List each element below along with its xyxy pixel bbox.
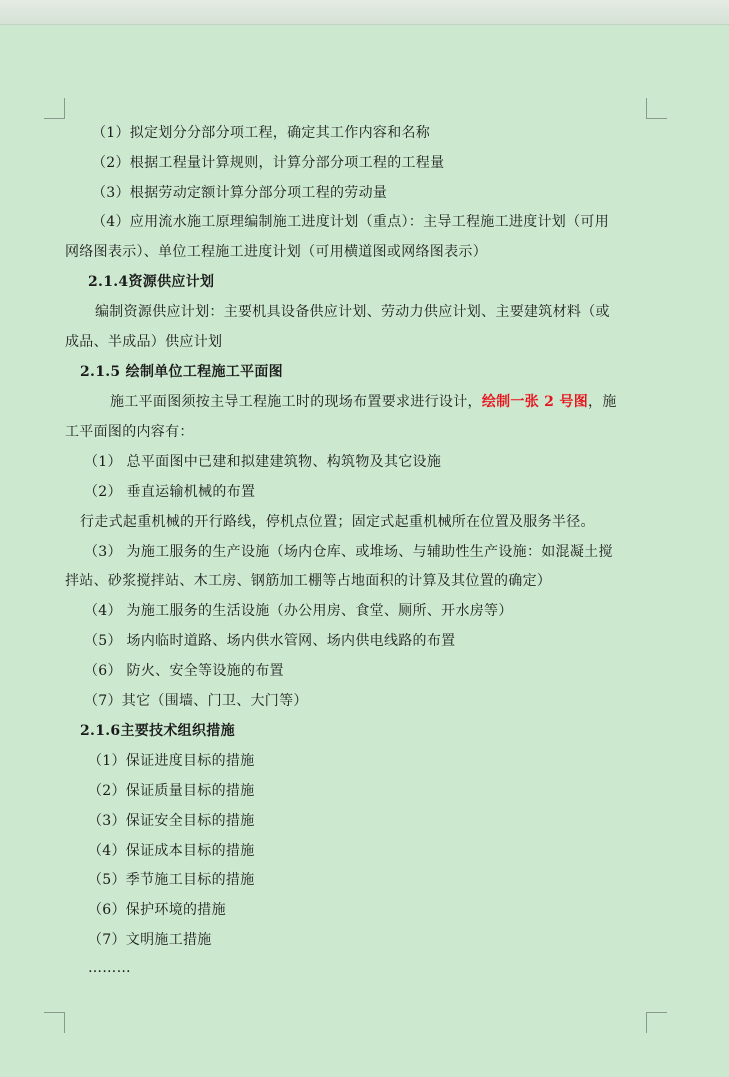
paragraph-text: ，施 (588, 394, 617, 410)
section-heading: 2.1.4资源供应计划 (88, 274, 215, 290)
list-item: （3） 为施工服务的生产设施（场内仓库、或堆场、与辅助性生产设施：如混凝土搅 (84, 544, 613, 560)
toolbar-strip (0, 0, 729, 25)
paragraph-line: 工平面图的内容有： (65, 424, 194, 440)
list-item: （2）根据工程量计算规则，计算分部分项工程的工程量 (92, 155, 445, 171)
list-item: （1） 总平面图中已建和拟建建筑物、构筑物及其它设施 (84, 454, 442, 470)
ellipsis-text: ……… (88, 960, 131, 976)
list-item: （2）保证质量目标的措施 (88, 783, 255, 799)
paragraph-line: 编制资源供应计划：主要机具设备供应计划、劳动力供应计划、主要建筑材料（或 (95, 304, 610, 320)
paragraph-line: 行走式起重机械的开行路线，停机点位置；固定式起重机械所在位置及服务半径。 (80, 514, 595, 530)
list-item: （5） 场内临时道路、场内供水管网、场内供电线路的布置 (84, 633, 456, 649)
highlighted-text: 绘制一张 2 号图 (481, 394, 589, 410)
crop-mark-top-right (646, 98, 667, 119)
list-item: （3）保证安全目标的措施 (88, 813, 255, 829)
paragraph-line: 成品、半成品）供应计划 (65, 334, 223, 350)
list-item: （1）拟定划分分部分项工程，确定其工作内容和名称 (92, 125, 431, 141)
list-item: （3）根据劳动定额计算分部分项工程的劳动量 (92, 185, 388, 201)
list-item: （2） 垂直运输机械的布置 (84, 484, 256, 500)
list-item: （7）其它（围墙、门卫、大门等） (84, 693, 308, 709)
list-item: （4） 为施工服务的生活设施（办公用房、食堂、厕所、开水房等） (84, 603, 513, 619)
list-item: （7）文明施工措施 (88, 932, 212, 948)
list-item: （6）保护环境的措施 (88, 902, 226, 918)
paragraph-line: 网络图表示）、单位工程施工进度计划（可用横道图或网络图表示） (65, 244, 487, 260)
list-item: （5）季节施工目标的措施 (88, 872, 255, 888)
section-heading: 2.1.5 绘制单位工程施工平面图 (80, 364, 283, 380)
list-item: （1）保证进度目标的措施 (88, 753, 255, 769)
paragraph-line (110, 392, 700, 412)
paragraph-text: 施工平面图须按主导工程施工时的现场布置要求进行设计， (110, 394, 482, 410)
list-item: （4）保证成本目标的措施 (88, 843, 255, 859)
crop-mark-bottom-left (44, 1012, 65, 1033)
section-heading: 2.1.6主要技术组织措施 (80, 723, 235, 739)
crop-mark-top-left (44, 98, 65, 119)
crop-mark-bottom-right (646, 1012, 667, 1033)
list-item: （4）应用流水施工原理编制施工进度计划（重点）：主导工程施工进度计划（可用 (92, 214, 610, 230)
paragraph-line: 拌站、砂浆搅拌站、木工房、钢筋加工棚等占地面积的计算及其位置的确定） (65, 573, 552, 589)
list-item: （6） 防火、安全等设施的布置 (84, 663, 284, 679)
